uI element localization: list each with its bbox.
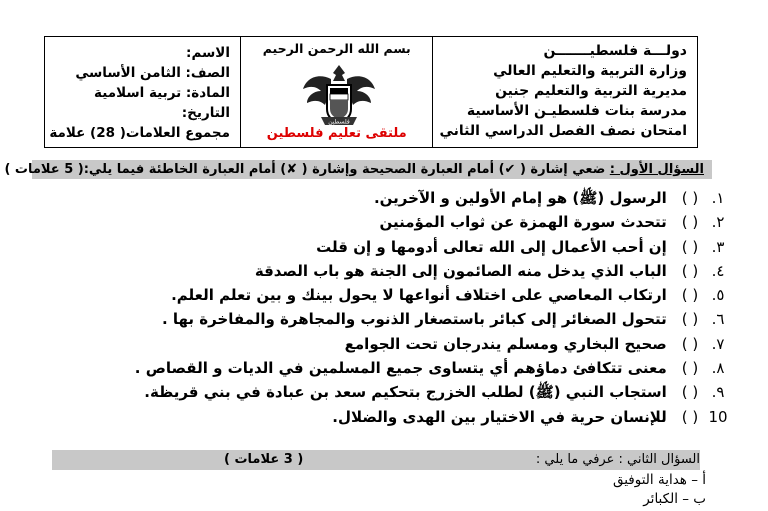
- list-item: [88, 186, 728, 210]
- subject-field: المادة: تربية اسلامية: [94, 85, 230, 101]
- basmala: بسم الله الرحمن الرحيم: [262, 41, 411, 56]
- emblem-label: فلسطين: [328, 118, 350, 126]
- question-2-title: السؤال الثاني : عرفي ما يلي :: [535, 452, 700, 467]
- item-text: الرسول (ﷺ) هو إمام الأولين و الآخرين.: [373, 189, 667, 207]
- list-item: [88, 259, 728, 283]
- item-number: ٨.: [711, 359, 725, 378]
- name-field: الاسم:: [186, 45, 230, 61]
- question-1-instruction: ضعي إشارة ( ✔) أمام العبارة الصحيحة وإشارة ( ✘) أمام العبارة الخاطئة فيما يلي:( 5 علامات ): [4, 162, 606, 177]
- question-2-header: [52, 450, 700, 470]
- answer-box[interactable]: ( ): [681, 334, 699, 353]
- definition-item: أ – هداية التوفيق: [612, 472, 706, 488]
- item-text: تتحول الصغائر إلى كبائر باستصغار الذنوب والمجاهرة والمفاخرة بها .: [161, 310, 667, 329]
- student-info: [45, 37, 241, 147]
- answer-box[interactable]: ( ): [681, 189, 699, 207]
- item-text: معنى تتكافئ دماؤهم أي يتساوى جميع المسلمين في الديات و القصاص .: [134, 359, 667, 378]
- exam-header: [44, 36, 698, 148]
- question-1-items: [88, 186, 728, 429]
- answer-box[interactable]: ( ): [681, 310, 699, 329]
- question-1-label: السؤال الأول :: [609, 162, 704, 177]
- list-item: [88, 332, 728, 356]
- answer-box[interactable]: ( ): [681, 359, 699, 378]
- school-info: [433, 37, 697, 147]
- total-marks: مجموع العلامات( 28) علامة: [49, 125, 230, 141]
- item-number: ٣.: [711, 237, 725, 256]
- item-number: ٧.: [711, 334, 725, 353]
- school-line: مدرسة بنات فلسطيـن الأساسية: [466, 103, 687, 119]
- site-name: ملتقى تعليم فلسطين: [266, 126, 407, 141]
- list-item: [88, 235, 728, 259]
- item-text: استجاب النبي (ﷺ) لطلب الخزرج بتحكيم سعد بن عبادة في بني قريظة.: [144, 383, 667, 402]
- list-item: [88, 405, 728, 429]
- header-center: [241, 37, 433, 147]
- item-text: الباب الذي يدخل منه الصائمون إلى الجنة هو باب الصدقة: [254, 261, 667, 280]
- item-number: ٩.: [711, 383, 725, 402]
- list-item: [88, 380, 728, 404]
- ministry-line: وزارة التربية والتعليم العالي: [493, 63, 687, 79]
- item-number: ٢.: [711, 213, 725, 232]
- state-line: دولـــة فلسطيـــــــن: [543, 43, 687, 59]
- answer-box[interactable]: ( ): [681, 286, 699, 305]
- item-text: صحيح البخاري ومسلم يندرجان تحت الجوامع: [344, 334, 667, 353]
- definition-item: ب – الكبائر: [643, 491, 706, 507]
- item-number: ١.: [711, 189, 725, 207]
- list-item: [88, 210, 728, 234]
- question-2-marks: ( 3 علامات ): [224, 452, 304, 467]
- answer-box[interactable]: ( ): [681, 407, 699, 426]
- answer-box[interactable]: ( ): [681, 261, 699, 280]
- exam-line: امتحان نصف الفصل الدراسي الثاني: [439, 123, 687, 139]
- question-2-items: [613, 471, 706, 509]
- item-text: تتحدث سورة الهمزة عن ثواب المؤمنين: [379, 213, 667, 232]
- item-text: إن أحب الأعمال إلى الله تعالى أدومها و إن قلت: [316, 237, 667, 256]
- directorate-line: مديرية التربية والتعليم جنين: [495, 83, 687, 99]
- answer-box[interactable]: ( ): [681, 383, 699, 402]
- item-text: للإنسان حرية في الاختيار بين الهدى والضلال.: [332, 407, 667, 426]
- grade-field: الصف: الثامن الأساسي: [75, 65, 230, 81]
- answer-box[interactable]: ( ): [681, 237, 699, 256]
- item-text: ارتكاب المعاصي على اختلاف أنواعها لا يحول بينك و بين تعلم العلم.: [171, 286, 667, 305]
- list-item: [88, 283, 728, 307]
- list-item: [88, 356, 728, 380]
- item-number: 10: [708, 407, 728, 426]
- item-number: ٥.: [711, 286, 725, 305]
- palestine-eagle-emblem-icon: [301, 59, 377, 131]
- item-number: ٦.: [711, 310, 725, 329]
- item-number: ٤.: [711, 261, 725, 280]
- question-1-header: [4, 160, 712, 179]
- answer-box[interactable]: ( ): [681, 213, 699, 232]
- date-field: التاريخ:: [181, 105, 230, 121]
- list-item: [88, 307, 728, 331]
